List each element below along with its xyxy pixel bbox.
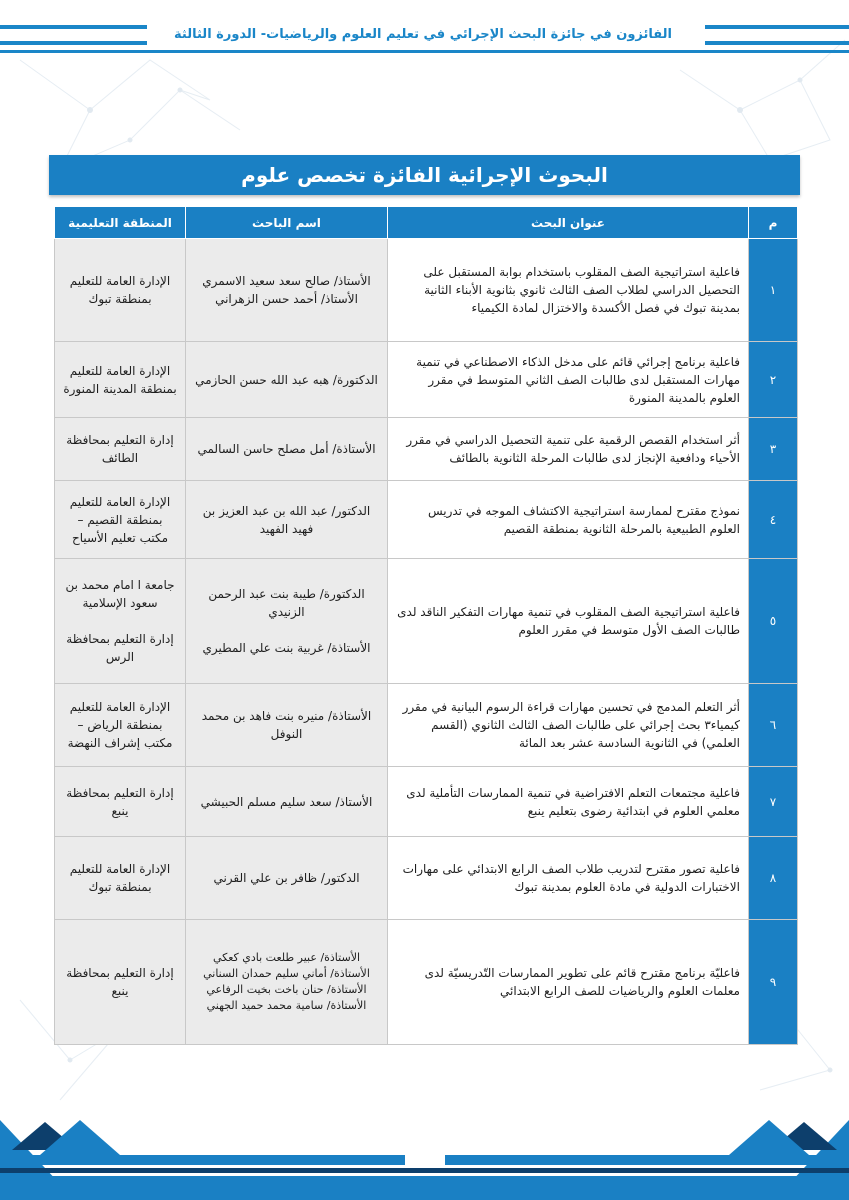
section-title: البحوث الإجرائية الفائزة تخصص علوم xyxy=(49,155,800,195)
table-row xyxy=(55,684,798,767)
row-number: ٥ xyxy=(749,559,798,684)
table-row xyxy=(55,920,798,1045)
research-title: فاعلية مجتمعات التعلم الافتراضية في تنمية الممارسات التأملية لدى معلمي العلوم في ابتدائية رضوى بتعليم ينبع xyxy=(388,767,749,837)
row-number: ٤ xyxy=(749,481,798,559)
education-region: جامعة ا امام محمد بن سعود الإسلامية إدارة التعليم بمحافظة الرس xyxy=(65,578,175,664)
education-region: الإدارة العامة للتعليم بمنطقة المدينة المنورة xyxy=(63,363,177,396)
researcher-name: الدكتور/ ظافر بن علي القرني xyxy=(213,871,360,885)
header-bar-top-left xyxy=(0,25,147,29)
row-number: ٣ xyxy=(749,418,798,481)
researcher-name: الدكتور/ عبد الله بن عبد العزيز بن فهيد الفهيد xyxy=(202,503,371,536)
researcher-name: الأستاذ/ سعد سليم مسلم الحبيشي xyxy=(200,794,373,809)
row-number: ١ xyxy=(749,239,798,342)
research-title: فاعلية تصور مقترح لتدريب طلاب الصف الرابع الابتدائي على مهارات الاختبارات الدولية في مادة العلوم بمدينة تبوك xyxy=(388,837,749,920)
row-number: ٨ xyxy=(749,837,798,920)
header-bar-bottom-right xyxy=(705,41,849,45)
researcher-name: الدكتورة/ هبه عبد الله حسن الحازمي xyxy=(195,372,378,387)
education-region: إدارة التعليم بمحافظة ينبع xyxy=(66,966,174,998)
row-number: ٩ xyxy=(749,920,798,1045)
column-header-region: المنطقة التعليمية xyxy=(55,207,186,239)
table-row xyxy=(55,559,798,684)
education-region: الإدارة العامة للتعليم بمنطقة تبوك xyxy=(69,274,171,306)
table-row xyxy=(55,481,798,559)
research-title: نموذج مقترح لممارسة استراتيجية الاكتشاف الموجه في تدريس العلوم الطبيعية بالمرحلة الثانوية بمنطقة القصيم xyxy=(388,481,749,559)
column-header-num: م xyxy=(749,207,798,239)
footer-decoration xyxy=(0,1110,849,1200)
education-region: الإدارة العامة للتعليم بمنطقة الرياض – مكتب إشراف النهضة xyxy=(67,700,173,750)
row-number: ٢ xyxy=(749,342,798,418)
education-region: إدارة التعليم بمحافظة ينبع xyxy=(66,785,174,818)
research-title: فاعلية برنامج إجرائي قائم على مدخل الذكاء الاصطناعي في تنمية مهارات المستقبل لدى طالبات الصف الثاني المتوسط في مقرر العلوم بالمدينة المنورة xyxy=(388,342,749,418)
table-row xyxy=(55,837,798,920)
header-bar-bottom-left xyxy=(0,41,147,45)
education-region: الإدارة العامة للتعليم بمنطقة القصيم – مكتب تعليم الأسياح xyxy=(69,494,171,545)
research-title: فاعلية استراتيجية الصف المقلوب باستخدام بوابة المستقبل على التحصيل الدراسي لطلاب الصف الثالث ثانوي بثانوية الأبناء الثانية بمدينة تبوك في فصل الأكسدة والاختزال لمادة الكيمياء xyxy=(388,239,749,342)
table-row xyxy=(55,418,798,481)
education-region: الإدارة العامة للتعليم بمنطقة تبوك xyxy=(69,862,171,894)
column-header-author: اسم الباحث xyxy=(186,207,388,239)
research-title: أثر استخدام القصص الرقمية على تنمية التحصيل الدراسي في مقرر الأحياء ودافعية الإنجاز لدى طالبات المرحلة الثانوية بالطائف xyxy=(388,418,749,481)
researcher-name: الدكتورة/ طيبة بنت عبد الرحمن الزنيدي الأستاذة/ غربية بنت علي المطيري xyxy=(202,587,371,655)
table-row xyxy=(55,342,798,418)
header-bar-top-right xyxy=(705,25,849,29)
row-number: ٧ xyxy=(749,767,798,837)
column-header-title: عنوان البحث xyxy=(388,207,749,239)
research-title: فاعلية استراتيجية الصف المقلوب في تنمية مهارات التفكير الناقد لدى طالبات الصف الأول متوسط في مقرر العلوم xyxy=(388,559,749,684)
education-region: إدارة التعليم بمحافظة الطائف xyxy=(66,433,174,465)
row-number: ٦ xyxy=(749,684,798,767)
research-title: أثر التعلم المدمج في تحسين مهارات قراءة الرسوم البيانية في مقرر كيمياء٣ بحث إجرائي على طالبات الصف الثالث الثانوي (القسم العلمي) في الثانوية السادسة عشر بعد المائة xyxy=(388,684,749,767)
researcher-name: الأستاذة/ عبير طلعت بادي كعكي الأستاذة/ أماني سليم حمدان السناني الأستاذة/ حنان باخت بخيت الرفاعي الأستاذة/ سامية محمد حميد الجهني xyxy=(203,951,370,1012)
researcher-name: الأستاذ/ صالح سعد سعيد الاسمري الأستاذ/ أحمد حسن الزهراني xyxy=(202,274,371,306)
researcher-name: الأستاذة/ منيره بنت فاهد بن محمد النوفل xyxy=(201,709,372,741)
header-underline xyxy=(0,50,849,53)
table-row xyxy=(55,767,798,837)
researcher-name: الأستاذة/ أمل مصلح حاسن السالمي xyxy=(197,442,376,456)
research-table xyxy=(54,206,798,1045)
table-row xyxy=(55,239,798,342)
header-title: الفائزون في جائزة البحث الإجرائي في تعليم العلوم والرياضيات- الدورة الثالثة xyxy=(174,27,672,42)
research-title: فاعليّة برنامج مقترح قائم على تطوير الممارسات التّدريسيّة لدى معلمات العلوم والرياضيات للصف الرابع الابتدائي xyxy=(388,920,749,1045)
table-header-row xyxy=(55,207,798,239)
